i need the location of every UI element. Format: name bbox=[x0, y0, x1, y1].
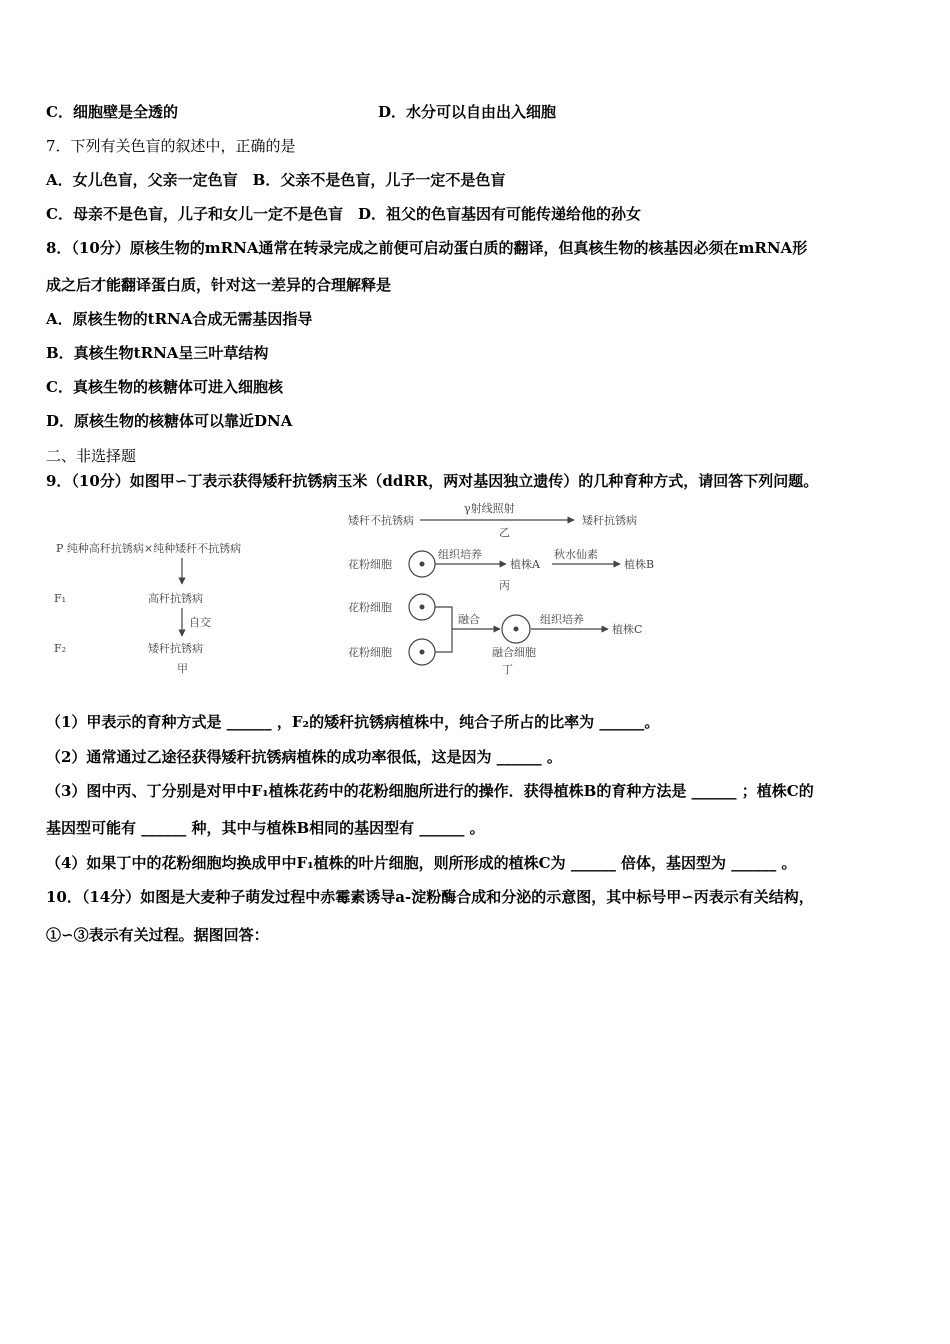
q8-option-b: B．真核生物tRNA呈三叶草结构 bbox=[46, 344, 269, 362]
diagram-selfing: 自交 bbox=[189, 616, 211, 629]
diagram-fused-cell: 融合细胞 bbox=[492, 646, 536, 659]
q9-sub4: （4）如果丁中的花粉细胞均换成甲中F₁植株的叶片细胞，则所形成的植株C为 ______ 倍体，基因型为 ______ 。 bbox=[46, 854, 797, 872]
diagram-plant-c: 植株C bbox=[612, 623, 643, 636]
section-heading: 二、非选择题 bbox=[46, 447, 137, 465]
q6-option-c: C．细胞壁是全透的 bbox=[46, 103, 178, 121]
q9-stem: 9．（10分）如图甲∽丁表示获得矮秆抗锈病玉米（ddRR，两对基因独立遗传）的几种育种方式，请回答下列问题。 bbox=[46, 472, 819, 490]
fusion-bracket bbox=[435, 607, 452, 652]
diagram-yi-arrow: γ射线照射 bbox=[464, 502, 515, 515]
diagram-bing: 丙 bbox=[499, 579, 510, 592]
q8-option-a: A．原核生物的tRNA合成无需基因指导 bbox=[46, 310, 313, 328]
diagram-yi-right: 矮秆抗锈病 bbox=[582, 514, 637, 527]
q9-sub1: （1）甲表示的育种方式是 ______ ，F₂的矮秆抗锈病植株中，纯合子所占的比率为 ______。 bbox=[46, 713, 660, 731]
q7-options-ab: A．女儿色盲，父亲一定色盲 B．父亲不是色盲，儿子一定不是色盲 bbox=[46, 171, 506, 189]
diagram-f2-text: 矮秆抗锈病 bbox=[148, 642, 203, 655]
q9-sub2: （2）通常通过乙途径获得矮秆抗锈病植株的成功率很低，这是因为 ______ 。 bbox=[46, 748, 562, 766]
q8-option-d: D．原核生物的核糖体可以靠近DNA bbox=[46, 412, 293, 430]
q10-stem-line2: ①∽③表示有关过程。据图回答： bbox=[46, 926, 269, 944]
diagram-fusion: 融合 bbox=[458, 613, 480, 626]
pollen-cell-nucleus bbox=[420, 650, 425, 655]
q10-stem-line1: 10．（14分）如图是大麦种子萌发过程中赤霉素诱导a-淀粉酶合成和分泌的示意图，其中标号甲∽丙表示有关结构， bbox=[46, 888, 814, 906]
q8-option-c: C．真核生物的核糖体可进入细胞核 bbox=[46, 378, 283, 396]
diagram-bing-culture: 组织培养 bbox=[438, 548, 482, 561]
pollen-cell-nucleus bbox=[420, 605, 425, 610]
diagram-ding-pollen-2: 花粉细胞 bbox=[348, 646, 392, 659]
breeding-diagram bbox=[46, 500, 686, 690]
diagram-colchicine: 秋水仙素 bbox=[554, 548, 598, 561]
diagram-ding-culture: 组织培养 bbox=[540, 613, 584, 626]
diagram-jia: 甲 bbox=[177, 662, 188, 675]
q7-options-cd: C．母亲不是色盲，儿子和女儿一定不是色盲 D．祖父的色盲基因有可能传递给他的孙女 bbox=[46, 205, 641, 223]
q7-stem: 7．下列有关色盲的叙述中，正确的是 bbox=[46, 137, 296, 155]
diagram-yi-left: 矮秆不抗锈病 bbox=[348, 514, 414, 527]
diagram-f1-label: F₁ bbox=[54, 592, 67, 605]
diagram-f2-label: F₂ bbox=[54, 642, 67, 655]
q8-stem-line2: 成之后才能翻译蛋白质，针对这一差异的合理解释是 bbox=[46, 276, 392, 294]
q6-option-d: D．水分可以自由出入细胞 bbox=[378, 103, 557, 121]
diagram-p-row: P 纯种高秆抗锈病×纯种矮秆不抗锈病 bbox=[56, 542, 242, 555]
q8-stem-line1: 8．（10分）原核生物的mRNA通常在转录完成之前便可启动蛋白质的翻译，但真核生物的核基因必须在mRNA形 bbox=[46, 239, 808, 257]
pollen-cell-nucleus bbox=[420, 562, 425, 567]
diagram-plant-a: 植株A bbox=[510, 558, 540, 571]
diagram-yi: 乙 bbox=[499, 526, 510, 539]
q9-sub3-line2: 基因型可能有 ______ 种，其中与植株B相同的基因型有 ______ 。 bbox=[46, 819, 485, 837]
diagram-plant-b: 植株B bbox=[624, 558, 655, 571]
fused-cell-nucleus bbox=[514, 627, 519, 632]
diagram-bing-pollen: 花粉细胞 bbox=[348, 558, 392, 571]
diagram-ding-pollen-1: 花粉细胞 bbox=[348, 601, 392, 614]
diagram-ding: 丁 bbox=[502, 663, 513, 676]
diagram-f1-text: 高秆抗锈病 bbox=[148, 592, 203, 605]
q9-sub3-line1: （3）图中丙、丁分别是对甲中F₁植株花药中的花粉细胞所进行的操作．获得植株B的育种方法是 ______ ；植株C的 bbox=[46, 782, 814, 800]
